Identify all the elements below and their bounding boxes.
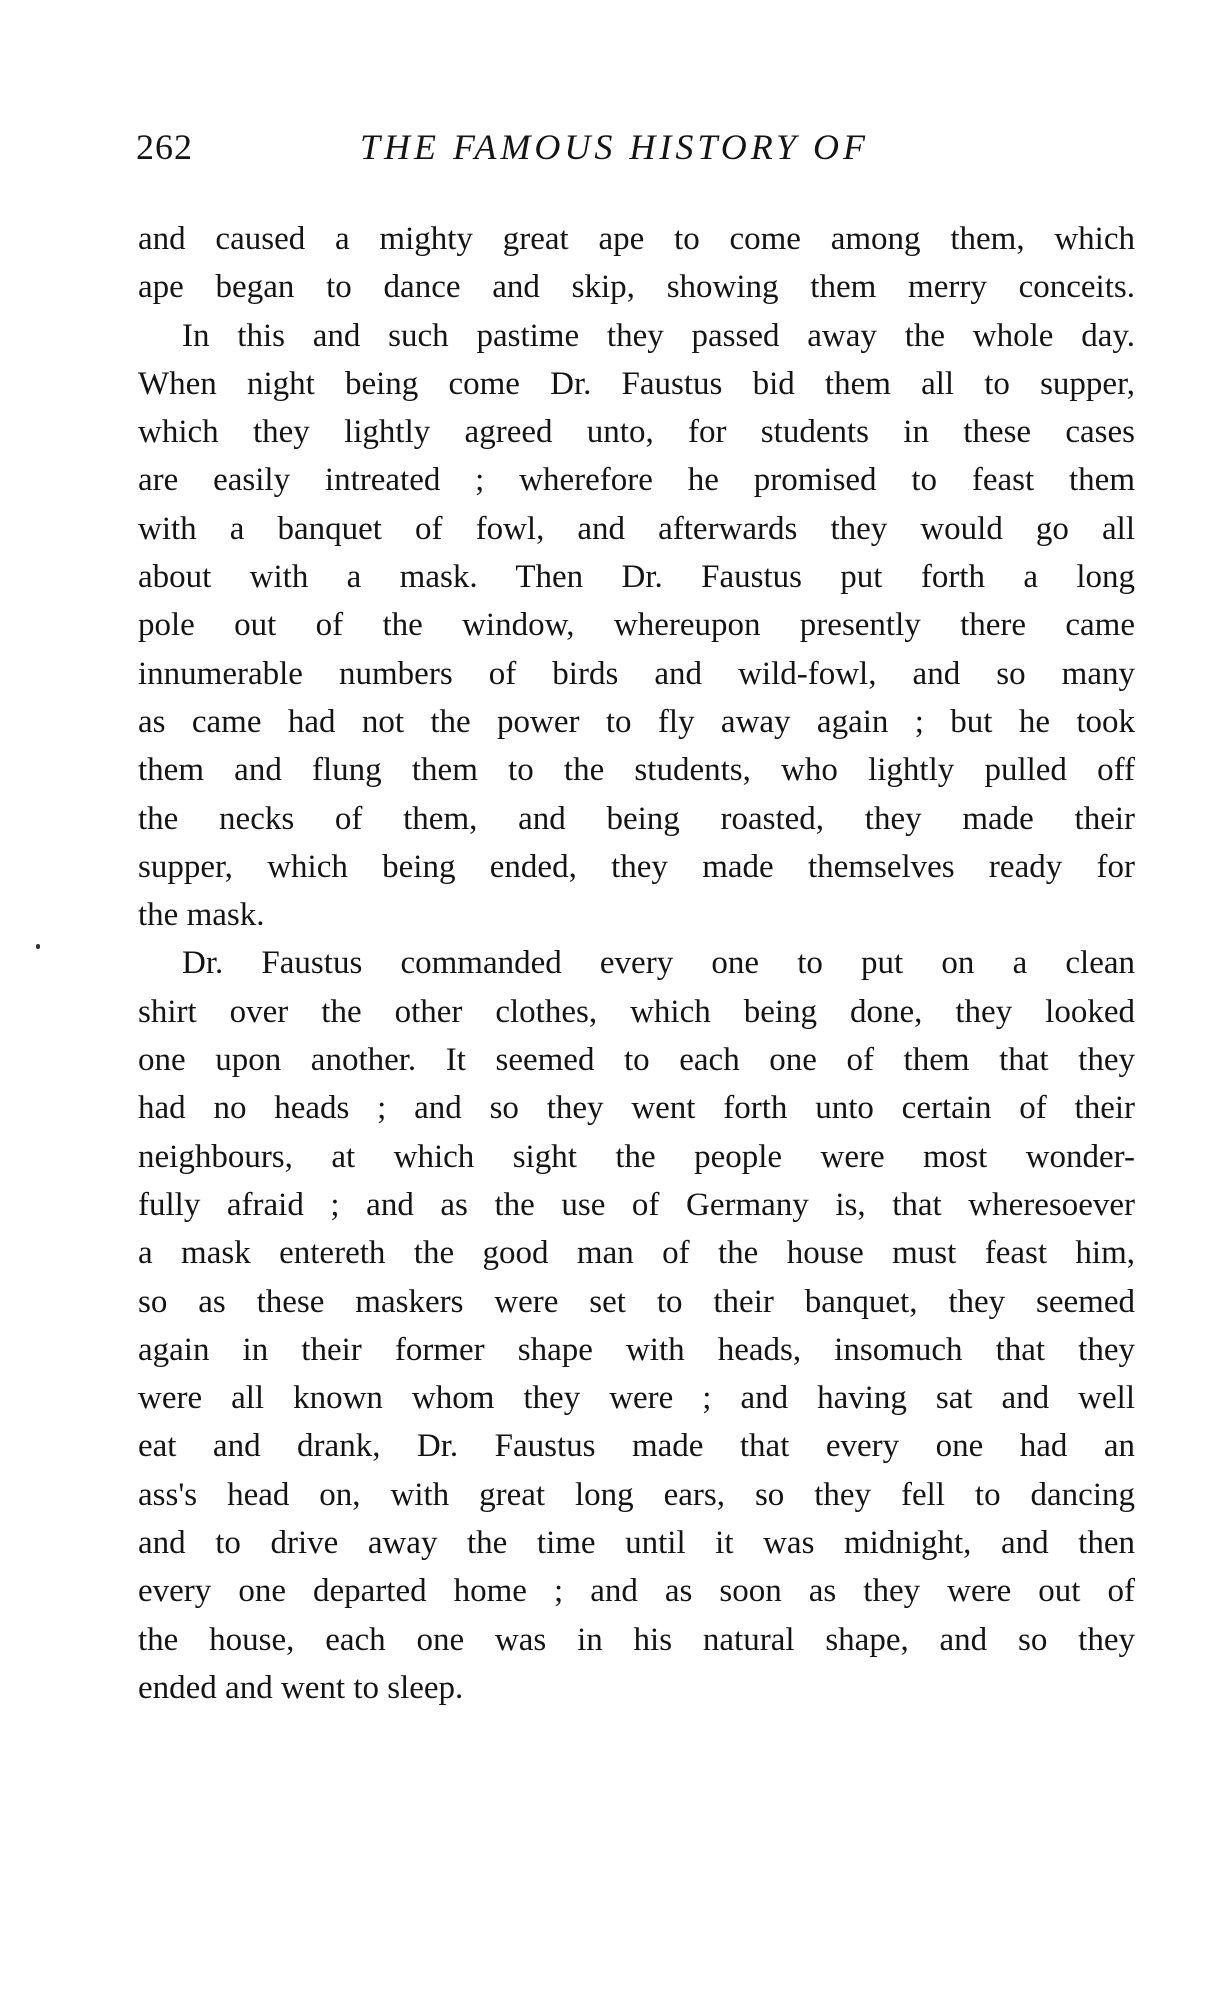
text-line: every one departed home ; and as soon as they were out of bbox=[138, 1573, 1135, 1610]
running-head: THE FAMOUS HISTORY OF bbox=[360, 127, 870, 167]
text-line: had no heads ; and so they went forth unto certain of their bbox=[138, 1090, 1135, 1127]
text-line: are easily intreated ; wherefore he promised to feast them bbox=[138, 462, 1135, 499]
text-line: as came had not the power to fly away again ; but he took bbox=[138, 703, 1135, 740]
text-line: ape began to dance and skip, showing them merry conceits. bbox=[138, 269, 1135, 306]
text-line: so as these maskers were set to their banquet, they seemed bbox=[138, 1283, 1135, 1320]
text-line: Dr. Faustus commanded every one to put on a clean bbox=[182, 945, 1135, 982]
text-line: shirt over the other clothes, which being done, they looked bbox=[138, 993, 1135, 1030]
text-line: a mask entereth the good man of the house must feast him, bbox=[138, 1235, 1135, 1272]
text-line: which they lightly agreed unto, for students in these cases bbox=[138, 414, 1135, 451]
text-line: were all known whom they were ; and having sat and well bbox=[138, 1380, 1135, 1417]
text-line: eat and drank, Dr. Faustus made that every one had an bbox=[138, 1428, 1135, 1465]
text-line: with a banquet of fowl, and afterwards they would go all bbox=[138, 510, 1135, 547]
text-line: the mask. bbox=[138, 897, 265, 934]
text-line: In this and such pastime they passed away the whole day. bbox=[182, 317, 1135, 354]
page-number: 262 bbox=[136, 127, 193, 167]
paragraph-1 bbox=[138, 215, 1135, 312]
paragraph-3 bbox=[138, 939, 1135, 1712]
text-line: one upon another. It seemed to each one of them that they bbox=[138, 1042, 1135, 1079]
text-line: neighbours, at which sight the people were most wonder- bbox=[138, 1138, 1135, 1175]
text-line: and caused a mighty great ape to come among them, which bbox=[138, 221, 1135, 257]
text-line: the house, each one was in his natural shape, and so they bbox=[138, 1621, 1135, 1658]
text-line: about with a mask. Then Dr. Faustus put forth a long bbox=[138, 559, 1135, 596]
paragraph-2 bbox=[138, 312, 1135, 940]
text-line: ass's head on, with great long ears, so they fell to dancing bbox=[138, 1476, 1135, 1513]
text-line: the necks of them, and being roasted, they made their bbox=[138, 800, 1135, 837]
text-line: pole out of the window, whereupon presently there came bbox=[138, 607, 1135, 644]
text-line: When night being come Dr. Faustus bid them all to supper, bbox=[138, 365, 1135, 402]
body-text bbox=[138, 215, 1135, 1712]
page-header bbox=[136, 126, 1146, 176]
text-line: them and flung them to the students, who lightly pulled off bbox=[138, 752, 1135, 789]
text-line: innumerable numbers of birds and wild-fowl, and so many bbox=[138, 655, 1135, 692]
text-line: and to drive away the time until it was midnight, and then bbox=[138, 1525, 1135, 1562]
ink-speck bbox=[36, 944, 40, 949]
text-line: again in their former shape with heads, insomuch that they bbox=[138, 1331, 1135, 1368]
text-line: fully afraid ; and as the use of Germany is, that wheresoever bbox=[138, 1186, 1135, 1223]
text-line: supper, which being ended, they made themselves ready for bbox=[138, 848, 1135, 885]
text-line: ended and went to sleep. bbox=[138, 1669, 464, 1706]
